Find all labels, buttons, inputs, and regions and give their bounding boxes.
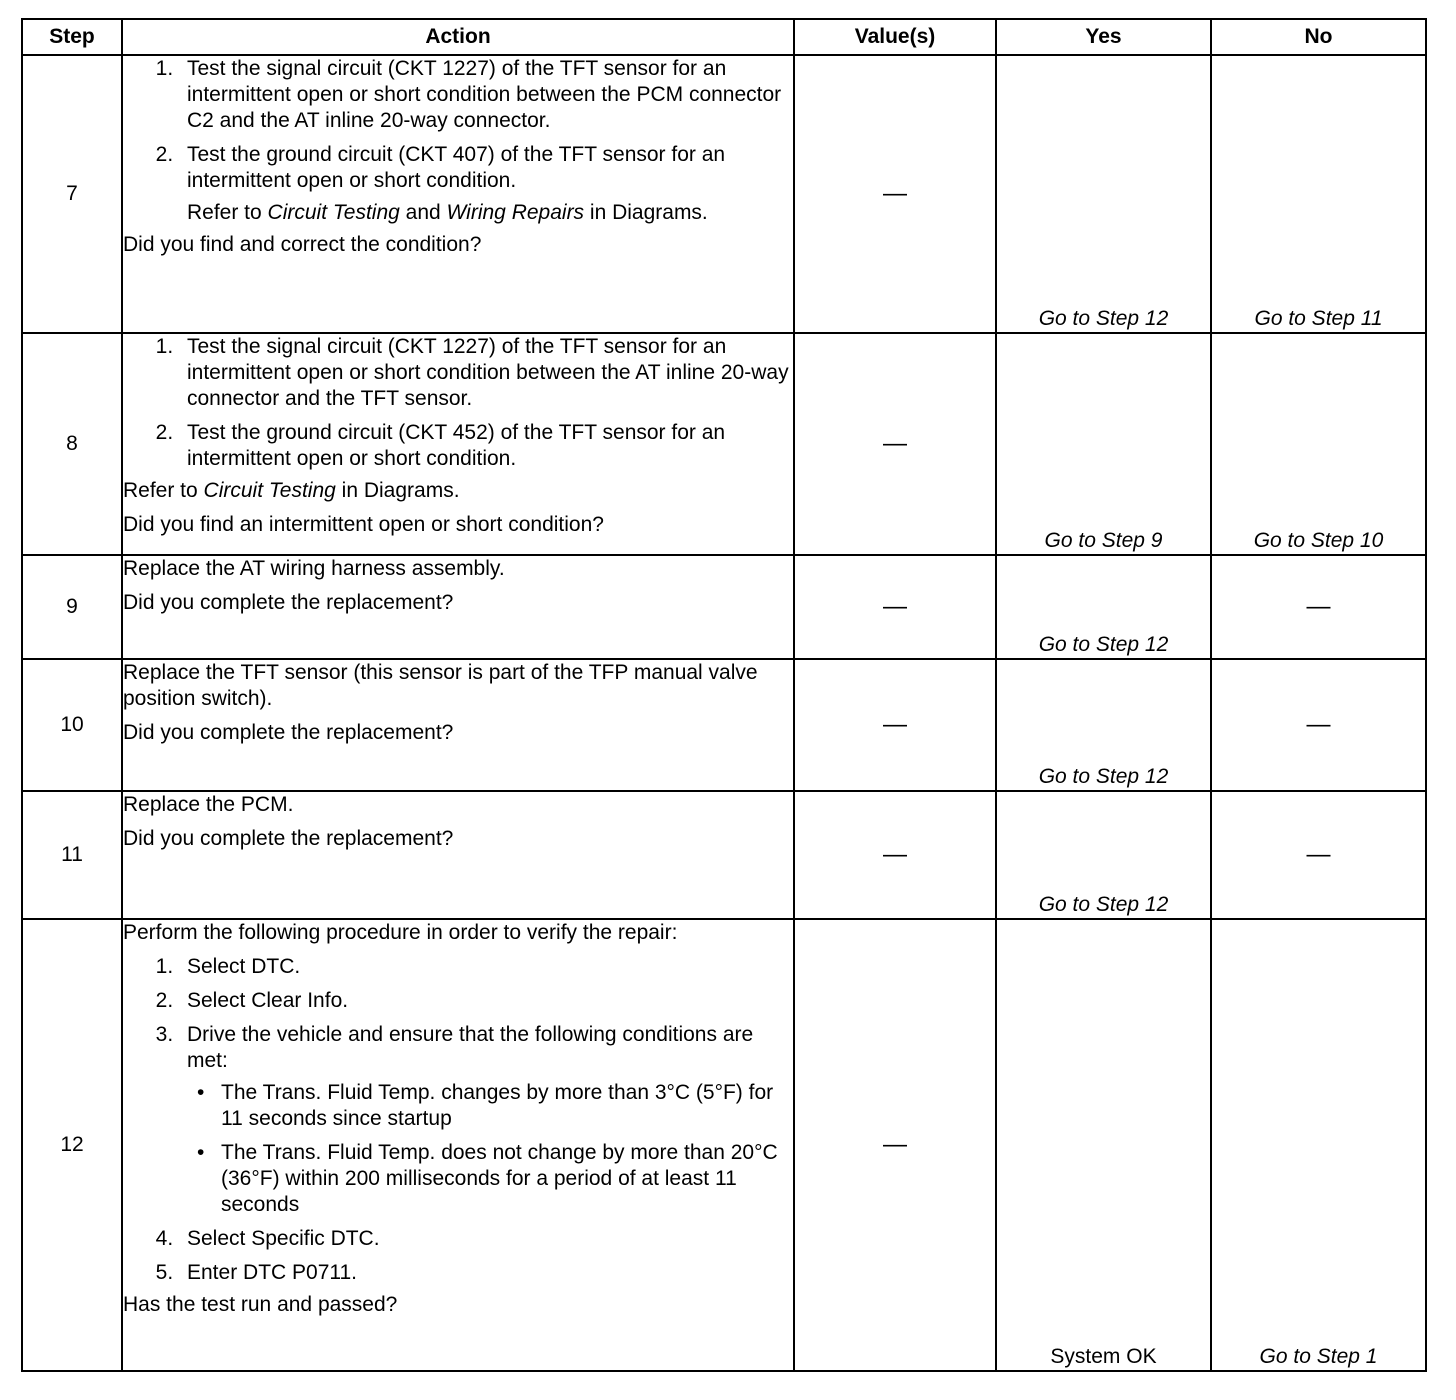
refer-note: [123, 478, 793, 504]
list-item: [179, 1022, 793, 1218]
condition-list: [187, 1080, 793, 1218]
table-row-step-11: [22, 791, 1426, 919]
header-no: No: [1211, 19, 1426, 55]
header-action: Action: [122, 19, 794, 55]
header-yes: Yes: [996, 19, 1211, 55]
step-number: 12: [22, 919, 122, 1371]
condition-item: • The Trans. Fluid Temp. changes by more than 3°C (5°F) for 11 seconds since startup: [215, 1080, 793, 1132]
action-cell: [122, 55, 794, 333]
yes-cell: Go to Step 12: [996, 555, 1211, 659]
action-cell: [122, 919, 794, 1371]
action-cell: [122, 333, 794, 555]
list-item: 4. Select Specific DTC.: [179, 1226, 793, 1252]
refer-note: [187, 200, 793, 226]
no-cell: Go to Step 10: [1211, 333, 1426, 555]
action-text: Replace the TFT sensor (this sensor is part of the TFP manual valve position switch).: [123, 661, 758, 710]
yes-cell: Go to Step 12: [996, 55, 1211, 333]
yes-cell: Go to Step 12: [996, 659, 1211, 791]
condition-item: • The Trans. Fluid Temp. does not change by more than 20°C (36°F) within 200 milliseconds for a period of at least 11 seconds: [215, 1140, 793, 1218]
refer-prefix: Refer to: [123, 479, 204, 502]
step-number: 11: [22, 791, 122, 919]
table-row-step-9: [22, 555, 1426, 659]
header-values: Value(s): [794, 19, 996, 55]
question: Did you find an intermittent open or short condition?: [123, 513, 604, 536]
header-row: [22, 19, 1426, 55]
table-row-step-8: [22, 333, 1426, 555]
refer-and: and: [399, 201, 447, 224]
header-step: Step: [22, 19, 122, 55]
action-text: Replace the AT wiring harness assembly.: [123, 557, 505, 580]
question: Did you complete the replacement?: [123, 827, 454, 850]
action-list: [123, 56, 793, 226]
value-cell: —: [794, 55, 996, 333]
refer-prefix: Refer to: [187, 201, 268, 224]
action-text: Replace the PCM.: [123, 793, 294, 816]
step-number: 9: [22, 555, 122, 659]
question: Has the test run and passed?: [123, 1293, 398, 1316]
table-row-step-7: [22, 55, 1426, 333]
table-row-step-12: [22, 919, 1426, 1371]
step-number: 8: [22, 333, 122, 555]
value-cell: —: [794, 333, 996, 555]
action-cell: [122, 659, 794, 791]
list-item: [179, 142, 793, 226]
action-intro: Perform the following procedure in order to verify the repair:: [123, 921, 678, 944]
list-item: 2. Select Clear Info.: [179, 988, 793, 1014]
value-cell: —: [794, 659, 996, 791]
question: Did you complete the replacement?: [123, 721, 454, 744]
value-cell: —: [794, 919, 996, 1371]
yes-cell: System OK: [996, 919, 1211, 1371]
refer-circuit-testing: Circuit Testing: [203, 479, 336, 502]
list-item: 1. Select DTC.: [179, 954, 793, 980]
value-cell: —: [794, 791, 996, 919]
action-list: [123, 334, 793, 472]
step-number: 10: [22, 659, 122, 791]
list-item: 1. Test the signal circuit (CKT 1227) of the TFT sensor for an intermittent open or short condition between the PCM connector C2 and the AT inline 20-way connector.: [179, 56, 793, 134]
question: Did you find and correct the condition?: [123, 233, 482, 256]
no-cell: —: [1211, 555, 1426, 659]
step-number: 7: [22, 55, 122, 333]
list-item-text: Drive the vehicle and ensure that the following conditions are met:: [187, 1023, 754, 1072]
list-item: 5. Enter DTC P0711.: [179, 1260, 793, 1286]
diagnostic-table: [21, 18, 1427, 1372]
no-cell: Go to Step 1: [1211, 919, 1426, 1371]
no-cell: —: [1211, 791, 1426, 919]
no-cell: Go to Step 11: [1211, 55, 1426, 333]
refer-suffix: in Diagrams.: [584, 201, 708, 224]
table-row-step-10: [22, 659, 1426, 791]
yes-cell: Go to Step 12: [996, 791, 1211, 919]
action-list: [123, 954, 793, 1286]
action-cell: [122, 555, 794, 659]
refer-wiring-repairs: Wiring Repairs: [446, 201, 585, 224]
value-cell: —: [794, 555, 996, 659]
list-item-text: Test the ground circuit (CKT 407) of the TFT sensor for an intermittent open or short condition.: [187, 143, 726, 192]
refer-suffix: in Diagrams.: [335, 479, 460, 502]
no-cell: —: [1211, 659, 1426, 791]
action-cell: [122, 791, 794, 919]
question: Did you complete the replacement?: [123, 591, 454, 614]
yes-cell: Go to Step 9: [996, 333, 1211, 555]
list-item: 2. Test the ground circuit (CKT 452) of the TFT sensor for an intermittent open or short condition.: [179, 420, 793, 472]
refer-circuit-testing: Circuit Testing: [267, 201, 400, 224]
list-item: 1. Test the signal circuit (CKT 1227) of the TFT sensor for an intermittent open or short condition between the AT inline 20-way connector and the TFT sensor.: [179, 334, 793, 412]
